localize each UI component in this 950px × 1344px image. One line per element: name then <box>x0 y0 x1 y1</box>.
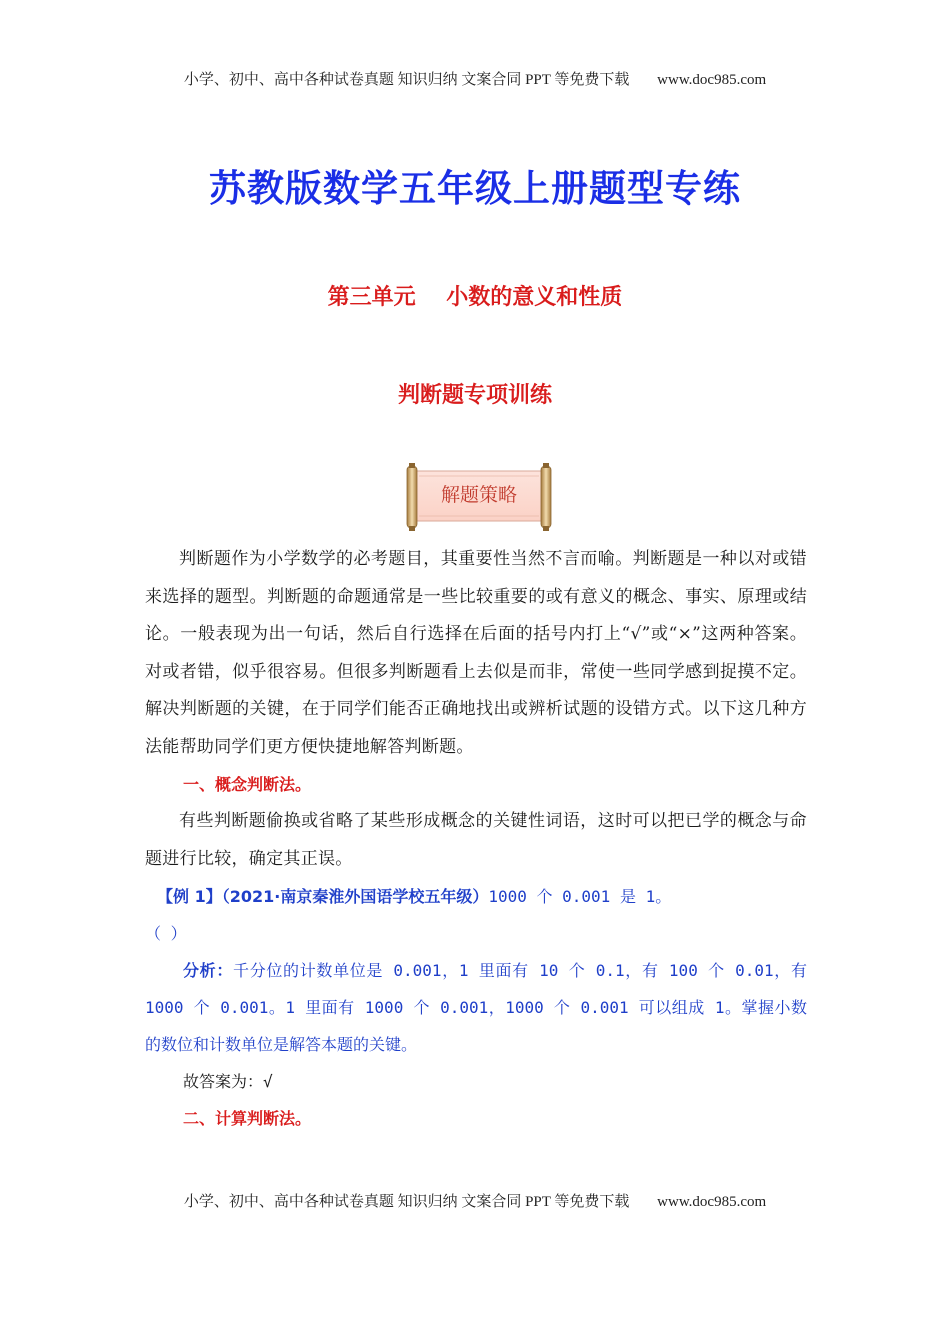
intro-paragraph: 判断题作为小学数学的必考题目，其重要性当然不言而喻。判断题是一种以对或错来选择的题型。判断题的命题通常是一些比较重要的或有意义的概念、事实、原理或结论。一般表现为出一句话，然后自行选择在后面的括号内打上“√”或“×”这两种答案。对或者错，似乎很容易。但很多判断题看上去似是而非，常使一些同学感到捉摸不定。解决判断题的关键，在于同学们能否正确地找出或辨析试题的设错方式。以下这几种方法能帮助同学们更方便快捷地解答判断题。 <box>145 549 807 757</box>
header-site-link[interactable]: www.doc985.com <box>657 72 767 88</box>
example-tag: 【例 1】 <box>157 887 222 906</box>
page-footer <box>0 1190 950 1211</box>
analysis-text: 千分位的计数单位是 0.001，1 里面有 10 个 0.1，有 100 个 0.01，有 1000 个 0.001。1 里面有 1000 个 0.001，1000 个 0.001 可以组成 1。掌握小数的数位和计数单位是解答本题的关键。 <box>145 961 807 1054</box>
example-answer: 故答案为：√ <box>183 1072 273 1091</box>
example-paren <box>145 915 807 952</box>
example-source: （2021·南京秦淮外国语学校五年级） <box>221 887 489 906</box>
header-text: 小学、初中、高中各种试卷真题 知识归纳 文案合同 PPT 等免费下载 <box>183 72 630 88</box>
method2-heading: 二、计算判断法。 <box>183 1109 312 1128</box>
method1-heading: 一、概念判断法。 <box>183 775 312 794</box>
unit-title: 第三单元 小数的意义和性质 <box>327 285 623 310</box>
example-analysis <box>145 952 807 1063</box>
page-header <box>0 68 950 89</box>
footer-site-link[interactable]: www.doc985.com <box>657 1194 767 1210</box>
document-body <box>145 541 807 1137</box>
section-title: 判断题专项训练 <box>397 383 552 408</box>
answer-parentheses: （ ） <box>145 924 187 943</box>
example-1 <box>145 878 807 915</box>
banner-label: 解题策略 <box>440 484 517 506</box>
document-title: 苏教版数学五年级上册题型专练 <box>209 167 741 210</box>
method1-description: 有些判断题偷换或省略了某些形成概念的关键性词语，这时可以把已学的概念与命题进行比较，确定其正误。 <box>145 811 807 869</box>
strategy-banner <box>397 462 561 532</box>
analysis-label: 分析： <box>183 961 234 980</box>
footer-text: 小学、初中、高中各种试卷真题 知识归纳 文案合同 PPT 等免费下载 <box>183 1194 630 1210</box>
example-question: 1000 个 0.001 是 1。 <box>488 887 672 906</box>
